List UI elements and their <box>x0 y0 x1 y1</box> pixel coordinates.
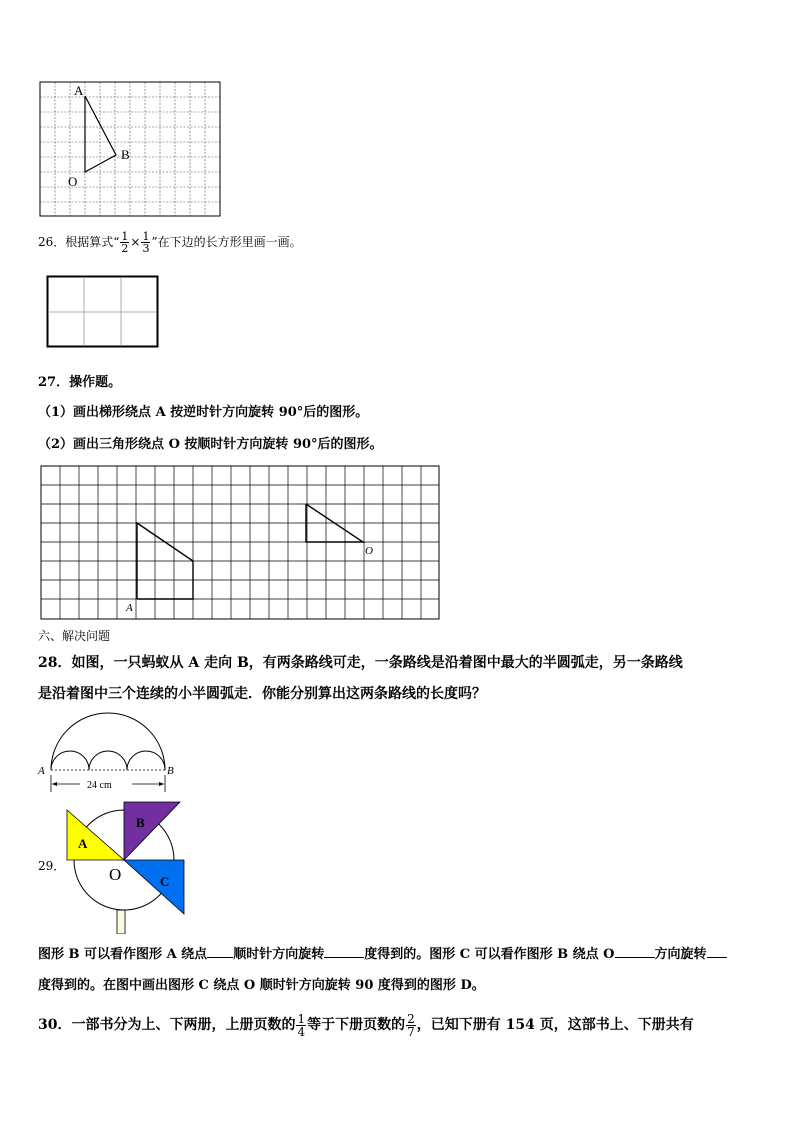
q25-grid-figure <box>38 80 222 218</box>
q29-pinwheel-figure <box>62 800 186 934</box>
q27-grid-lines <box>41 466 439 619</box>
q26-fraction-2: $\frac{1}{3}$ <box>142 230 150 255</box>
q29-blank-4[interactable] <box>707 957 727 958</box>
q27-sub2: （2）画出三角形绕点 O 按顺时针方向旋转 90°后的图形。 <box>38 437 383 452</box>
q25-label-b: B <box>121 147 130 162</box>
q29-number: 29． <box>38 859 66 873</box>
q28-small-semicircles <box>51 751 165 770</box>
q26-rectangle <box>46 275 160 349</box>
q30-question: 30．一部书分为上、下两册，上册页数的 $\frac{1}{4}$ 等于下册页数的 $\frac{2}{7}$ ，已知下册有 154 页，这部书上、下册共有 <box>38 1011 694 1039</box>
q25-label-a: A <box>74 83 84 98</box>
q27-grid-figure <box>40 465 442 621</box>
section-6-title: 六、解决问题 <box>38 629 111 643</box>
q29-label-c: C <box>160 874 170 889</box>
q29-label-a: A <box>78 836 88 851</box>
q29-label-b: B <box>136 815 145 830</box>
q25-grid-lines <box>40 82 220 216</box>
q26-question <box>38 230 302 254</box>
q28-label-a: A <box>38 765 45 777</box>
q25-triangle <box>85 96 116 172</box>
q30-fraction-1: $\frac{1}{4}$ <box>297 1011 306 1039</box>
q29-line1: 图形 B 可以看作图形 A 绕点 顺时针方向旋转 度得到的。图形 C 可以看作图形 B 绕点 O 方向旋转 <box>38 946 727 964</box>
q26-suffix: ”在下边的长方形里画一画。 <box>151 235 302 249</box>
q25-label-o: O <box>68 174 78 189</box>
q28-label-b: B <box>167 765 174 777</box>
q26-prefix: 根据算式“ <box>65 235 120 249</box>
q29-blank-3[interactable] <box>615 957 655 958</box>
q26-fraction-1: $\frac{1}{2}$ <box>121 230 129 255</box>
q28-line1: 28．如图，一只蚂蚁从 A 走向 B，有两条路线可走，一条路线是沿着图中最大的半圆弧走，另一条路线 <box>38 655 683 671</box>
q29-blank-2[interactable] <box>324 957 364 958</box>
q27-label-o: O <box>365 545 373 557</box>
q26-times: × <box>130 235 141 249</box>
q28-length-label: 24 cm <box>87 780 112 791</box>
q28-arc-figure <box>36 712 186 796</box>
q27-sub1: （1）画出梯形绕点 A 按逆时针方向旋转 90°后的图形。 <box>38 405 369 420</box>
q29-blank-1[interactable] <box>207 957 233 958</box>
q30-fraction-2: $\frac{2}{7}$ <box>407 1011 415 1039</box>
q29-stick <box>117 910 125 934</box>
q27-title: 27．操作题。 <box>38 375 122 390</box>
q26-number: 26． <box>38 235 66 249</box>
q28-big-semicircle <box>51 713 165 770</box>
q28-line2: 是沿着图中三个连续的小半圆弧走．你能分别算出这两条路线的长度吗？ <box>38 686 486 702</box>
q27-label-a: A <box>126 602 133 614</box>
q29-label-o: O <box>109 865 122 884</box>
q29-line2: 度得到的。在图中画出图形 C 绕点 O 顺时针方向旋转 90 度得到的图形 D。 <box>38 978 485 993</box>
